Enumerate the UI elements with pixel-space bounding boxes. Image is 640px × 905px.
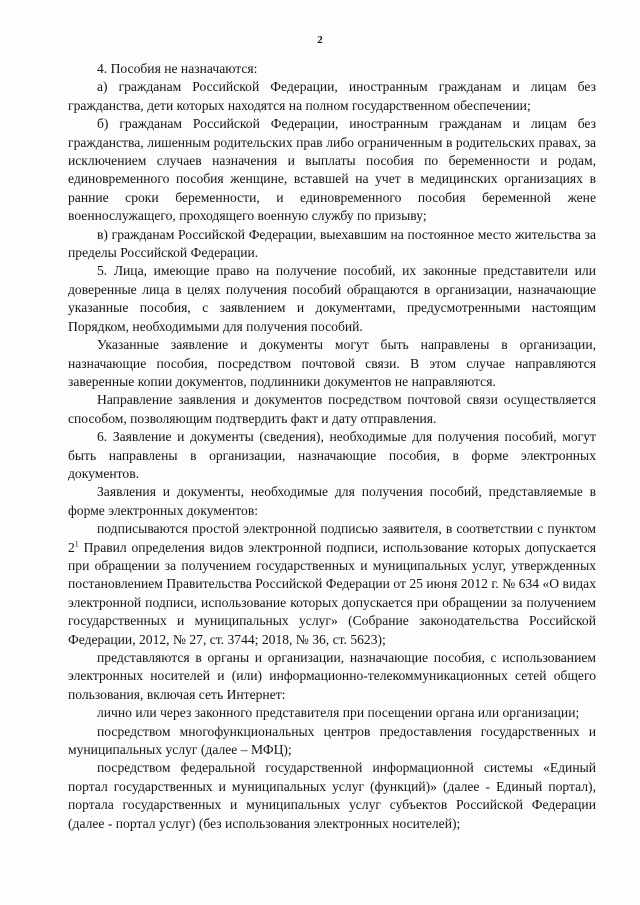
- document-body: [68, 60, 596, 833]
- paragraph: а) гражданам Российской Федерации, иностранным гражданам и лицам без гражданства, дети которых находятся на полном государственном обеспечении;: [68, 79, 596, 113]
- paragraph: представляются в органы и организации, назначающие пособия, с использованием электронных носителей и (или) информационно-телекоммуникационных сетей общего пользования, включая сеть Интернет:: [68, 650, 596, 702]
- signature-text-after: Правил определения видов электронной подписи, использование которых допускается при обращении за получением государственных и муниципальных услуг, утвержденных постановлением Правительства Российской Федерации от 25 июня 2012 г. № 634 «О видах электронной подписи, использование которых допускается при обращении за получением государственных и муниципальных услуг» (Собрание законодательства Российской Федерации, 2012, № 27, ст. 3744; 2018, № 36, ст. 5623);: [68, 539, 596, 647]
- paragraph: 4. Пособия не назначаются:: [97, 61, 258, 76]
- paragraph: Заявления и документы, необходимые для получения пособий, представляемые в форме электронных документов:: [68, 484, 596, 518]
- paragraph: лично или через законного представителя при посещении органа или организации;: [97, 705, 580, 721]
- page-number: 2: [317, 34, 323, 46]
- paragraph: посредством федеральной государственной информационной системы «Единый портал государственных и муниципальных услуг (функций)» (далее - Единый портал), портала государственных и муниципальных услуг субъектов Российской Федерации (далее - портал услуг) (без использования электронных носителей);: [68, 760, 596, 831]
- paragraph: б) гражданам Российской Федерации, иностранным гражданам и лицам без гражданства, лишенным родительских прав либо ограниченным в родительских правах, за исключением случаев назначения и выплаты пособия по беременности и родам, единовременного пособия женщине, вставшей на учет в медицинских организациях в ранние сроки беременности, и единовременного пособия беременной жене военнослужащего, проходящего военную службу по призыву;: [68, 116, 596, 224]
- paragraph: Направление заявления и документов посредством почтовой связи осуществляется способом, позволяющим подтвердить факт и дату отправления.: [68, 392, 596, 426]
- signature-paragraph: [68, 520, 596, 649]
- paragraph: в) гражданам Российской Федерации, выехавшим на постоянное место жительства за пределы Российской Федерации.: [68, 226, 596, 261]
- signature-text-before: подписываются простой электронной подписью заявителя, в соответствии с пунктом 2: [68, 521, 596, 555]
- paragraph: 6. Заявление и документы (сведения), необходимые для получения пособий, могут быть направлены в организации, назначающие пособия, в форме электронных документов.: [68, 429, 596, 481]
- paragraph: посредством многофункциональных центров предоставления государственных и муниципальных услуг (далее – МФЦ);: [68, 723, 596, 758]
- footnote-superscript: 1: [74, 539, 79, 549]
- paragraph: Указанные заявление и документы могут быть направлены в организации, назначающие пособия, посредством почтовой связи. В этом случае направляются заверенные копии документов, подлинники документов не направляются.: [68, 337, 596, 389]
- paragraph: 5. Лица, имеющие право на получение пособий, их законные представители или доверенные лица в целях получения пособий обращаются в организации, назначающие указанные пособия, с заявлением и документами, предусмотренными настоящим Порядком, необходимыми для получения пособий.: [68, 263, 596, 334]
